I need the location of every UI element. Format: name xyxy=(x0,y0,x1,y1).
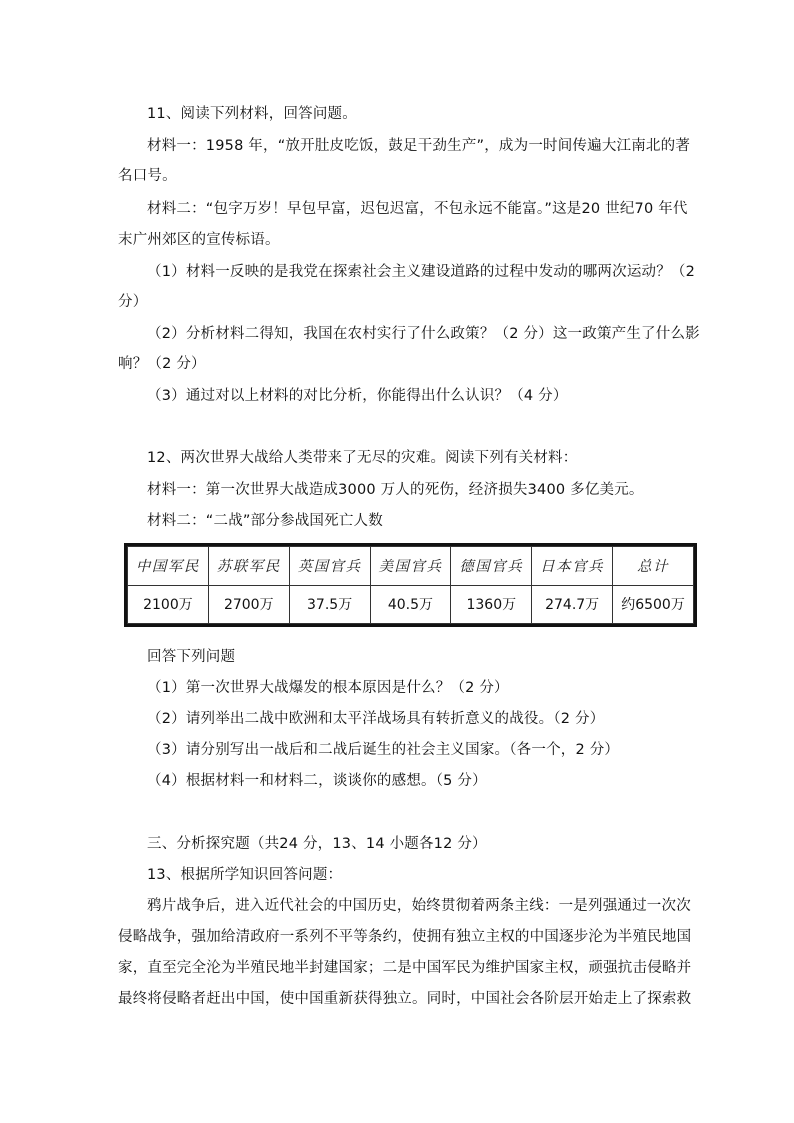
table-header-cell: 英国官兵 xyxy=(289,547,370,586)
q11-title: 11、阅读下列材料，回答问题。 xyxy=(147,106,357,122)
q13-paragraph-line2: 侵略战争，强加给清政府一系列不平等条约，使拥有独立主权的中国逐步沦为半殖民地国 xyxy=(118,929,692,945)
table-cell: 1360万 xyxy=(451,585,532,624)
q12-sub2: （2）请列举出二战中欧洲和太平洋战场具有转折意义的战役。（2 分） xyxy=(147,711,605,727)
table-cell: 37.5万 xyxy=(289,585,370,624)
q11-sub1-line1: （1）材料一反映的是我党在探索社会主义建设道路的过程中发动的哪两次运动？（2 xyxy=(147,264,696,280)
table-header-cell: 德国官兵 xyxy=(451,547,532,586)
casualty-table xyxy=(124,543,697,627)
q11-sub1-line2: 分） xyxy=(118,294,148,310)
q11-sub2-line1: （2）分析材料二得知，我国在农村实行了什么政策？（2 分）这一政策产生了什么影 xyxy=(147,326,700,342)
q12-sub4: （4）根据材料一和材料二，谈谈你的感想。（5 分） xyxy=(147,773,487,789)
table-cell: 2700万 xyxy=(208,585,289,624)
q13-paragraph-line3: 家，直至完全沦为半殖民地半封建国家；二是中国军民为维护国家主权，顽强抗击侵略并 xyxy=(118,960,692,976)
q11-material1-line2: 名口号。 xyxy=(118,168,177,184)
q11-material1-line1: 材料一：1958 年，“放开肚皮吃饭，鼓足干劲生产”，成为一时间传遍大江南北的著 xyxy=(147,138,691,154)
q11-sub3: （3）通过对以上材料的对比分析，你能得出什么认识？（4 分） xyxy=(147,388,568,404)
q13-title: 13、根据所学知识回答问题： xyxy=(147,867,343,883)
table-header-cell: 美国官兵 xyxy=(370,547,451,586)
table-cell: 274.7万 xyxy=(532,585,613,624)
table-header-cell: 中国军民 xyxy=(128,547,209,586)
q12-sub3: （3）请分别写出一战后和二战后诞生的社会主义国家。（各一个，2 分） xyxy=(147,742,620,758)
table-cell: 40.5万 xyxy=(370,585,451,624)
table-header-row xyxy=(128,547,694,586)
q13-paragraph-line4: 最终将侵略者赶出中国，使中国重新获得独立。同时，中国社会各阶层开始走上了探索救 xyxy=(118,991,692,1007)
table-cell: 约6500万 xyxy=(613,585,694,624)
q11-material2-line2: 末广州郊区的宣传标语。 xyxy=(118,232,280,248)
table-header-cell: 苏联军民 xyxy=(208,547,289,586)
q12-material1: 材料一：第一次世界大战造成3000 万人的死伤，经济损失3400 多亿美元。 xyxy=(147,482,644,498)
q13-paragraph-line1: 鸦片战争后，进入近代社会的中国历史，始终贯彻着两条主线：一是列强通过一次次 xyxy=(147,898,691,914)
q12-title: 12、两次世界大战给人类带来了无尽的灾难。阅读下列有关材料： xyxy=(147,450,578,466)
section3-heading: 三、分析探究题（共24 分，13、14 小题各12 分） xyxy=(147,836,487,852)
q11-material2-line1: 材料二：“包字万岁！早包早富，迟包迟富，不包永远不能富。”这是20 世纪70 年代 xyxy=(147,201,688,217)
q11-sub2-line2: 响？（2 分） xyxy=(118,356,206,372)
table-cell: 2100万 xyxy=(128,585,209,624)
q12-sub1: （1）第一次世界大战爆发的根本原因是什么？（2 分） xyxy=(147,680,509,696)
table-header-cell: 总计 xyxy=(613,547,694,586)
q12-material2: 材料二：“二战”部分参战国死亡人数 xyxy=(147,513,383,529)
table-header-cell: 日本官兵 xyxy=(532,547,613,586)
q12-answer-prompt: 回答下列问题 xyxy=(147,649,236,665)
table-row xyxy=(128,585,694,624)
